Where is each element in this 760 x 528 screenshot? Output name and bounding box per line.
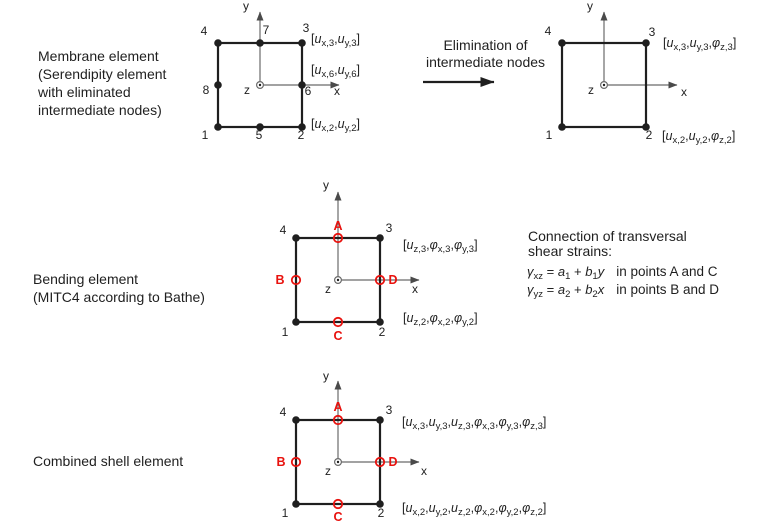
- node-label-1: 1: [281, 325, 289, 339]
- membrane-caption-line3: with eliminated: [38, 84, 131, 100]
- z-axis-label: z: [588, 83, 594, 97]
- tie-point-label-B: B: [276, 455, 286, 469]
- node-label-1: 1: [545, 128, 553, 142]
- node-label-4: 4: [200, 24, 208, 38]
- membrane-caption-line4: intermediate nodes): [38, 102, 162, 118]
- node-label-4: 4: [279, 405, 287, 419]
- z-axis-dot: [337, 279, 339, 281]
- bending-caption-line1: Bending element: [33, 271, 139, 287]
- shear-equation-2-tail: in points B and D: [616, 282, 720, 297]
- node-label-1: 1: [281, 506, 289, 520]
- x-axis-label: x: [681, 85, 687, 99]
- node-label-4: 4: [279, 223, 287, 237]
- z-axis-dot: [603, 84, 605, 86]
- membrane-reduced-diagram: [558, 12, 677, 131]
- tie-point-label-D: D: [388, 273, 398, 287]
- node-label-4: 4: [544, 24, 552, 38]
- tie-point-label-C: C: [333, 510, 343, 524]
- shear-equation-2: [527, 281, 719, 299]
- node-label-8: 8: [202, 83, 210, 97]
- node-dot: [376, 416, 384, 424]
- node-label-7: 7: [262, 23, 270, 37]
- node-dot: [376, 234, 384, 242]
- shear-equation-2-formula: $\gamma_{yz} = a_2 + b_2x$: [527, 282, 605, 300]
- dof-label-node6: $[u_{x,6},u_{y,6}]$: [311, 63, 361, 80]
- tie-point-label-B: B: [275, 273, 285, 287]
- elimination-text-line2: intermediate nodes: [425, 54, 546, 70]
- node-label-2: 2: [378, 325, 386, 339]
- tie-point-label-A: A: [333, 400, 343, 414]
- shell-caption: Combined shell element: [33, 453, 184, 469]
- shear-equation-1-tail: in points A and C: [616, 264, 718, 279]
- dof-label-node2: $[u_{x,2},u_{y,2},\varphi_{z,2}]$: [662, 129, 736, 146]
- dof-label-node2: $[u_{x,2},u_{y,2},u_{z,2},\varphi_{x,2},\varphi_{y,2},\varphi_{z,2}]$: [402, 501, 547, 518]
- node-label-2: 2: [297, 128, 305, 142]
- node-label-2: 2: [377, 506, 385, 520]
- node-dot: [298, 39, 306, 47]
- node-label-5: 5: [255, 128, 263, 142]
- shear-note-line1: Connection of transversal: [528, 228, 687, 244]
- x-axis-label: x: [334, 84, 340, 98]
- node-dot: [214, 39, 222, 47]
- tie-point-label-A: A: [333, 219, 343, 233]
- node-dot: [214, 81, 222, 89]
- node-dot: [292, 500, 300, 508]
- tie-point-label-D: D: [388, 455, 398, 469]
- node-dot: [292, 234, 300, 242]
- dof-label-node3: $[u_{x,3},u_{y,3}]$: [311, 32, 361, 49]
- shear-equation-1: [527, 263, 718, 281]
- x-axis-label: x: [421, 464, 427, 478]
- node-dot: [642, 39, 650, 47]
- dof-label-node3: $[u_{x,3},u_{y,3},u_{z,3},\varphi_{x,3},\varphi_{y,3},\varphi_{z,3}]$: [402, 415, 547, 432]
- node-label-3: 3: [385, 221, 393, 235]
- node-dot: [292, 416, 300, 424]
- z-axis-dot: [259, 84, 261, 86]
- node-dot: [256, 39, 264, 47]
- y-axis-label: y: [323, 178, 329, 192]
- shear-equation-1-formula: $\gamma_{xz} = a_1 + b_1y$: [527, 264, 605, 282]
- node-dot: [558, 123, 566, 131]
- node-dot: [292, 318, 300, 326]
- node-label-1: 1: [201, 128, 209, 142]
- bending-diagram: [292, 192, 419, 326]
- node-label-3: 3: [385, 403, 393, 417]
- dof-label-node3: $[u_{x,3},u_{y,3},\varphi_{z,3}]$: [663, 36, 737, 53]
- node-label-3: 3: [648, 25, 656, 39]
- elimination-text-line1: Elimination of: [443, 37, 528, 53]
- z-axis-label: z: [325, 464, 331, 478]
- x-axis-label: x: [412, 282, 418, 296]
- node-dot: [214, 123, 222, 131]
- z-axis-dot: [337, 461, 339, 463]
- y-axis-label: y: [323, 369, 329, 383]
- dof-label-node3: $[u_{z,3},\varphi_{x,3},\varphi_{y,3}]$: [403, 238, 478, 255]
- shell-diagram: [292, 381, 419, 508]
- node-label-3: 3: [302, 21, 310, 35]
- dof-label-node2: $[u_{x,2},u_{y,2}]$: [311, 117, 361, 134]
- tie-point-label-C: C: [333, 329, 343, 343]
- bending-caption-line2: (MITC4 according to Bathe): [33, 289, 205, 305]
- dof-label-node2: $[u_{z,2},\varphi_{x,2},\varphi_{y,2}]$: [403, 311, 478, 328]
- shear-note-line2: shear strains:: [528, 243, 613, 259]
- y-axis-label: y: [243, 0, 249, 13]
- z-axis-label: z: [325, 282, 331, 296]
- membrane-caption-line1: Membrane element: [38, 48, 159, 64]
- z-axis-label: z: [244, 83, 250, 97]
- node-label-2: 2: [645, 128, 653, 142]
- node-label-6: 6: [304, 84, 312, 98]
- y-axis-label: y: [587, 0, 593, 13]
- membrane-caption-line2: (Serendipity element: [38, 66, 167, 82]
